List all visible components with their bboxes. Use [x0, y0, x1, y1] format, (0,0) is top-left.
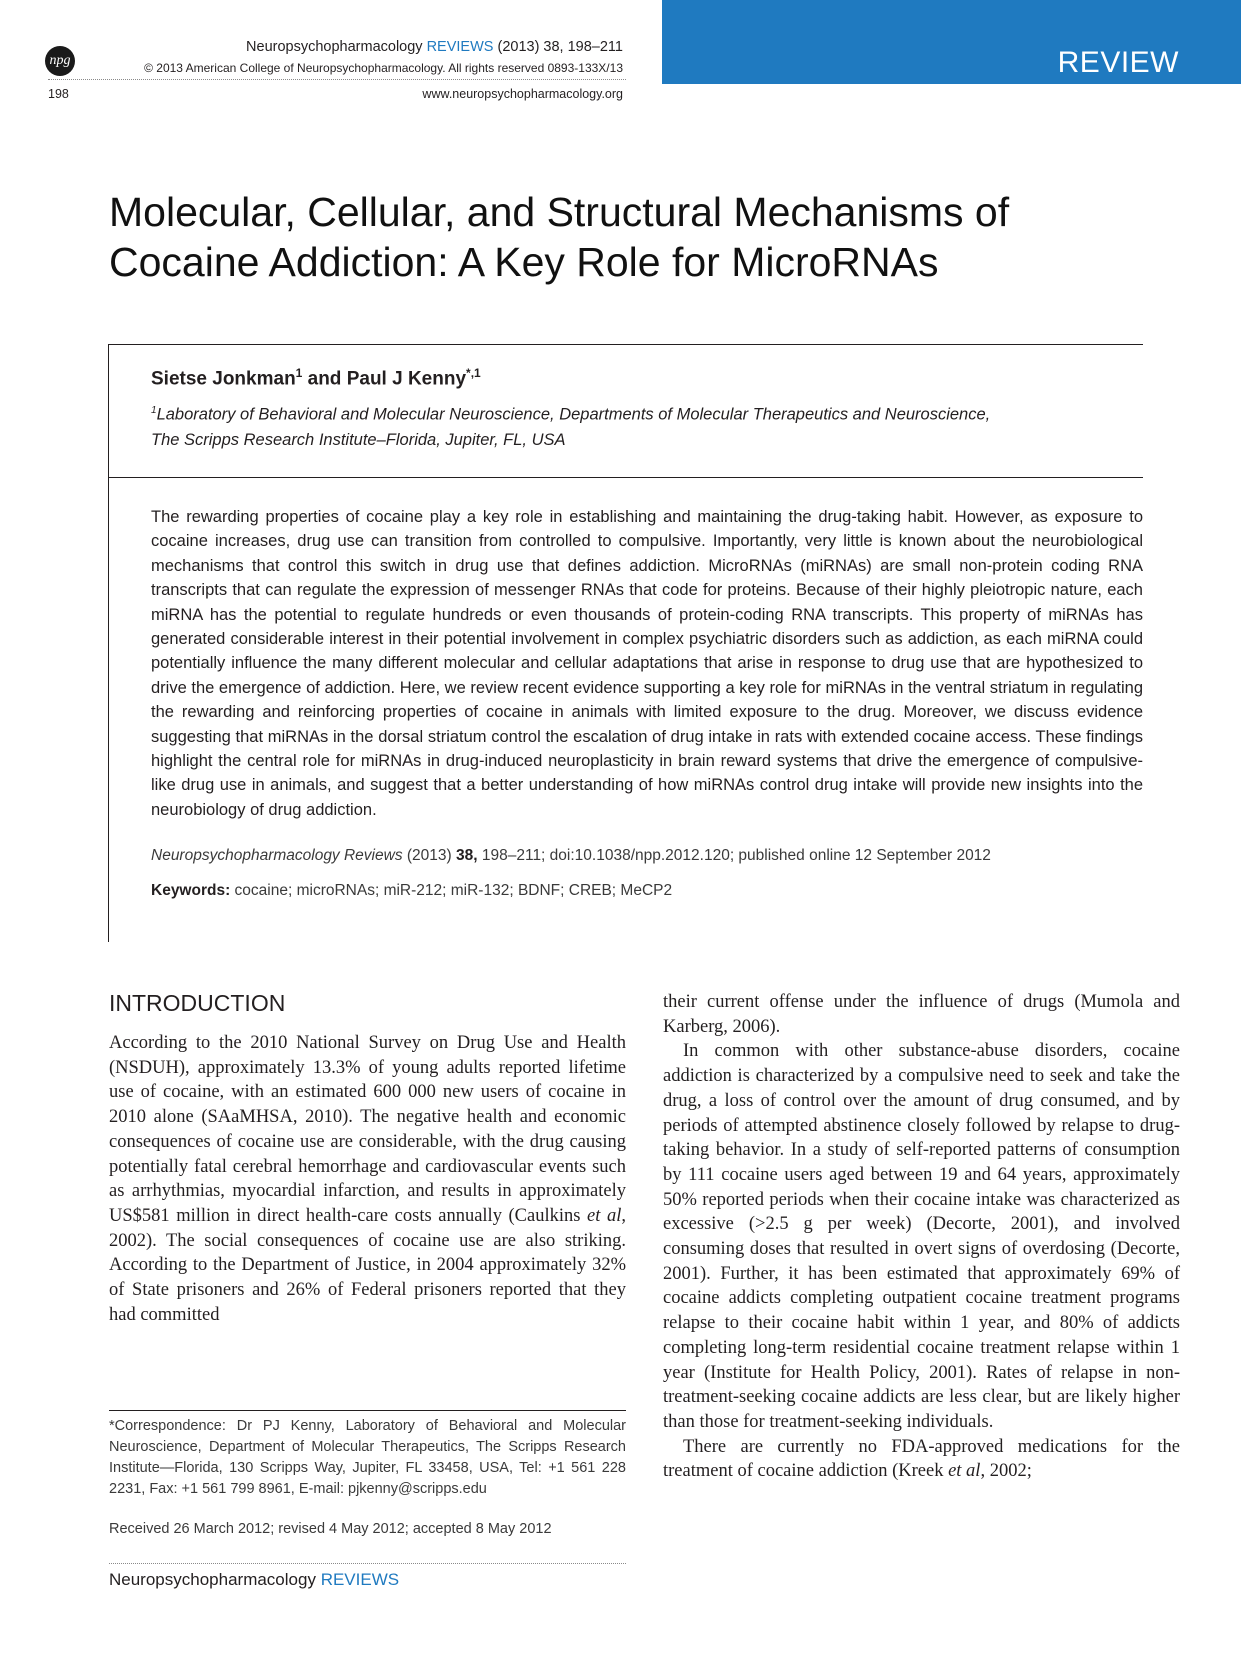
paragraph: In common with other substance-abuse disorders, cocaine addiction is characterized by a compulsive need to seek and take the drug, a loss of control over the amount of drug consumed, and by periods of attempted abstinence closely followed by relapse to drug-taking behavior. In a study of self-reported patterns of consumption by 111 cocaine users aged between 19 and 64 years, approximately 50% reported periods when their cocaine intake was characterized as excessive (>2.5 g per week) (Decorte, 2001), and involved consuming doses that resulted in overt signs of overdosing (Decorte, 2001). Further, it has been estimated that approximately 69% of cocaine addicts completing outpatient cocaine treatment programs relapse to their cocaine habit within 1 year, and 80% of addicts completing long-term residential cocaine treatment relapse within 1 year (Institute for Health Policy, 2001). Rates of relapse in non-treatment-seeking cocaine addicts are less clear, but are likely higher than those for treatment-seeking individuals.: [663, 1041, 1180, 1432]
keywords-list: cocaine; microRNAs; miR-212; miR-132; BDNF; CREB; MeCP2: [230, 882, 673, 899]
citation-volume: 38,: [456, 847, 478, 864]
npg-logo: npg: [45, 46, 75, 76]
authors-and: and: [302, 368, 347, 390]
keywords: [151, 882, 1143, 900]
page-number: 198: [48, 87, 69, 101]
review-banner-label: REVIEW: [1057, 46, 1179, 79]
paragraph: [663, 1435, 1180, 1484]
author-2: Paul J Kenny: [346, 368, 467, 390]
header-journal-line: [90, 39, 623, 55]
header-journal-name: Neuropsychopharmacology: [246, 39, 423, 55]
author-1: Sietse Jonkman: [151, 368, 296, 390]
citation-year: (2013): [402, 847, 456, 864]
header-dotted-rule: [48, 79, 626, 80]
citation-journal: Neuropsychopharmacology Reviews: [151, 847, 403, 864]
footer-journal: [109, 1570, 399, 1590]
section-heading-introduction: INTRODUCTION: [109, 990, 286, 1016]
citation-rest[interactable]: 198–211; doi:10.1038/npp.2012.120; published online 12 September 2012: [477, 847, 991, 864]
paragraph-text: According to the 2010 National Survey on Drug Use and Health (NSDUH), approximately 13.3% of young adults reported lifetime use of cocaine, with an estimated 600 000 new users of cocaine in 2010 alone (SAaMHSA, 2010). The negative health and economic consequences of cocaine use are considerable, with the drug causing potentially fatal cerebral hemorrhage and cardiovascular events such as arrhythmias, myocardial infarction, and results in approximately US$581 million in direct health-care costs annually (Caulkins: [109, 1033, 626, 1226]
footer-dotted-rule: [109, 1563, 626, 1564]
header-copyright: © 2013 American College of Neuropsychopharmacology. All rights reserved 0893-133X/13: [144, 61, 623, 75]
footer-journal-name: Neuropsychopharmacology: [109, 1570, 316, 1589]
body-column-left: [109, 1031, 626, 1327]
article-title-line2: Cocaine Addiction: A Key Role for MicroRNAs: [109, 239, 939, 285]
paragraph-text: , 2002). The social consequences of cocaine use are also striking. According to the Department of Justice, in 2004 approximately 32% of State prisoners and 26% of Federal prisoners reported that they had committed: [109, 1205, 626, 1325]
paragraph: their current offense under the influence of drugs (Mumola and Karberg, 2006).: [663, 992, 1180, 1037]
paragraph: [109, 1031, 626, 1327]
affiliation-line1: Laboratory of Behavioral and Molecular Neuroscience, Departments of Molecular Therapeutics and Neuroscience,: [156, 405, 991, 424]
review-banner: [662, 0, 1241, 84]
affiliation: [151, 398, 1111, 453]
paragraph-text: There are currently no FDA-approved medications for the treatment of cocaine addiction (Kreek: [663, 1436, 1180, 1482]
affiliation-mark: 1: [151, 405, 157, 416]
author-box-left-rule: [108, 344, 109, 477]
article-title-line1: Molecular, Cellular, and Structural Mechanisms of: [109, 189, 1010, 235]
et-al: et al: [948, 1461, 981, 1482]
header-journal-issue: (2013) 38, 198–211: [497, 39, 623, 55]
et-al: et al: [587, 1205, 622, 1226]
correspondence-footnote: *Correspondence: Dr PJ Kenny, Laboratory of Behavioral and Molecular Neuroscience, Department of Molecular Therapeutics, The Scripps Research Institute—Florida, 130 Scripps Way, Jupiter, FL 33458, USA, Tel: +1 561 228 2231, Fax: +1 561 799 8961, E-mail: pjkenny@scripps.edu: [109, 1418, 626, 1497]
journal-url[interactable]: www.neuropsychopharmacology.org: [422, 87, 623, 101]
header-journal-reviews: REVIEWS: [426, 39, 494, 55]
author-box-top-rule: [108, 344, 1143, 345]
footnote-rule: [109, 1410, 626, 1411]
authors: [151, 366, 481, 390]
abstract-box-left-rule: [108, 477, 109, 942]
received-dates: Received 26 March 2012; revised 4 May 2012; accepted 8 May 2012: [109, 1521, 552, 1537]
abstract-box-top-rule: [108, 477, 1143, 478]
citation: [151, 847, 1143, 865]
author-2-affiliation-mark: *,1: [466, 366, 481, 380]
abstract: The rewarding properties of cocaine play a key role in establishing and maintaining the drug-taking habit. However, as exposure to cocaine increases, drug use can transition from controlled to compulsive. Importantly, very little is known about the neurobiological mechanisms that control this switch in drug use that defines addiction. MicroRNAs (miRNAs) are small non-protein coding RNA transcripts that can regulate the expression of messenger RNAs that code for proteins. Because of their highly pleiotropic nature, each miRNA has the potential to regulate hundreds or even thousands of protein-coding RNA transcripts. This property of miRNAs has generated considerable interest in their potential involvement in complex psychiatric disorders such as addiction, as each miRNA could potentially influence the many different molecular and cellular adaptations that arise in response to drug use that are hypothesized to drive the emergence of addiction. Here, we review recent evidence supporting a key role for miRNAs in the ventral striatum in regulating the rewarding and reinforcing properties of cocaine in animals with limited exposure to the drug. Moreover, we discuss evidence suggesting that miRNAs in the dorsal striatum control the escalation of drug intake in rats with extended cocaine access. These findings highlight the central role for miRNAs in drug-induced neuroplasticity in brain reward systems that drive the emergence of compulsive-like drug use in animals, and suggest that a better understanding of how miRNAs control drug intake will provide new insights into the neurobiology of drug addiction.: [151, 508, 1143, 819]
body-column-right: [663, 990, 1180, 1484]
paragraph-text: , 2002;: [980, 1461, 1032, 1482]
article-title: [109, 187, 1139, 287]
affiliation-line2: The Scripps Research Institute–Florida, Jupiter, FL, USA: [151, 430, 566, 449]
footer-journal-reviews: REVIEWS: [320, 1570, 400, 1589]
keywords-label: Keywords:: [151, 882, 231, 899]
author-1-affiliation-mark: 1: [295, 366, 303, 380]
